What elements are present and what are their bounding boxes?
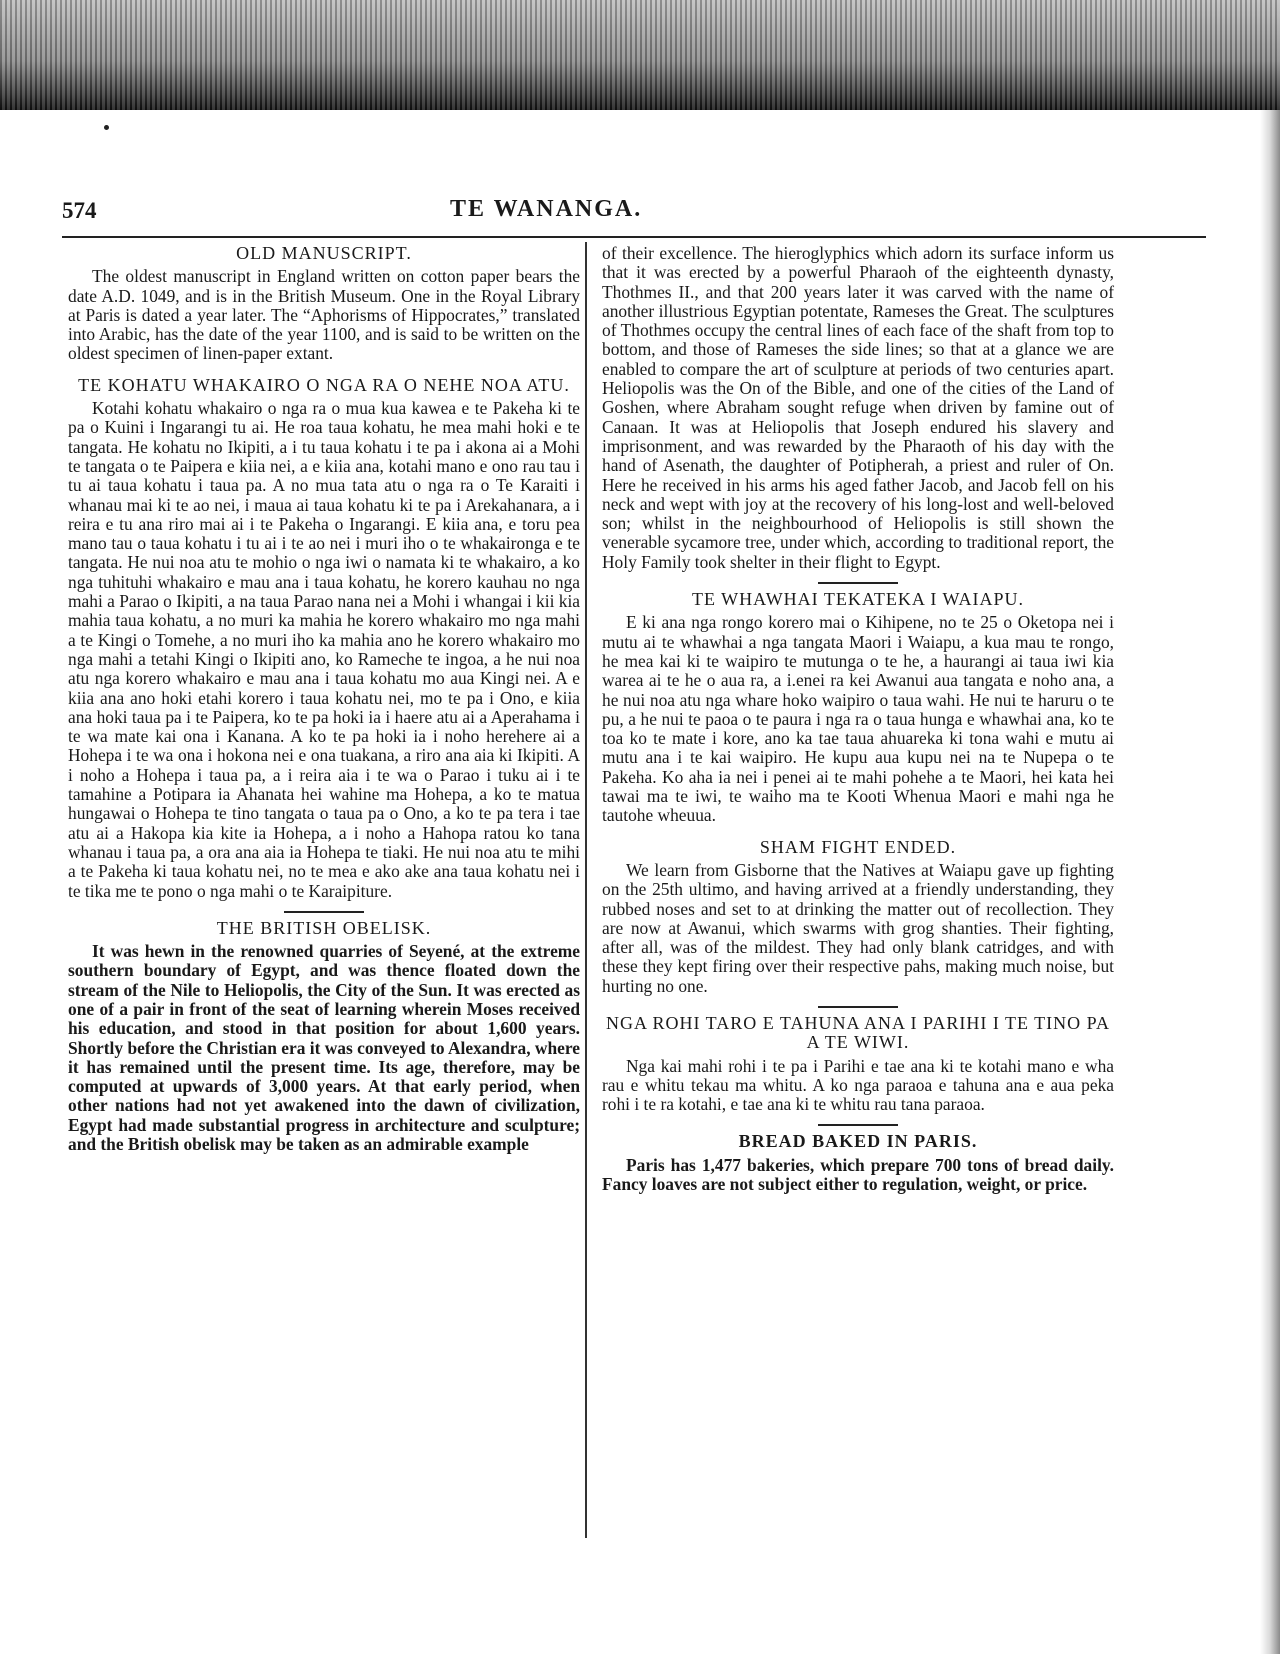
article-body: Paris has 1,477 bakeries, which prepare 700 tons of bread daily. Fancy loaves are not subject either to regulation, weight, or price. [602,1154,1114,1195]
article-british-obelisk [68,919,580,1155]
ink-speck [104,125,109,130]
article-rohi [602,1014,1114,1114]
article-whawhai [602,590,1114,826]
article-title: SHAM FIGHT ENDED. [759,836,957,857]
column-divider [585,242,587,1538]
header-rule [62,236,1206,238]
scan-edge-right [1260,110,1280,1654]
article-body: We learn from Gisborne that the Natives at Waiapu gave up fighting on the 25th ultimo, and having arrived at a friendly understanding, they rubbed noses and set to at drinking the matter out of recollection. They are now at Awanui, which swarms with grog shanties. Their fighting, after all, was of the mildest. They had only blank catridges, and with these they kept firing over their respective pahs, making much noise, but hurting no one. [602,859,1114,996]
scan-edge-top [0,0,1280,110]
article-body: E ki ana nga rongo korero mai o Kihipene, no te 25 o Oketopa nei i mutu ai te whawhai a nga tangata Maori i Waiapu, a kua mau te rongo, he mea kai ki te waipiro te mutunga o te he, a haurangi ai taua iwi kia warea ai te he o aua ra, a i.enei ra kei Awanui aua tangata e noho ana, a he nui noa atu nga whare hoko waipiro o taua wahi. He nui te haruru o te pu, a he nui te paoa o te paura i nga ra o taua hunga e whawhai ana, ko te toa ko te mate i kore, ano ka tae taua ahuareka ki tona wahi e mutu ai mutu ana i te kai waipiro. He kupu aua kupu nei na te Nupepa o te Pakeha. Ko aha ia nei i penei ai te mahi pohehe a te Maori, hei kata hei tawai ma te iwi, te waiho ma te Kooti Whenua Maori e mahi nga he tautohe wheuua. [602,612,1114,826]
page-number: 574 [62,198,97,223]
article-continuation: of their excellence. The hieroglyphics which adorn its surface inform us that it was erected by a powerful Pharaoh of the eighteenth dynasty, Thothmes II., and that 200 years later it was carved with the name of another illustrious Egyptian potentate, Rameses the Great. The sculptures of Thothmes occupy the central lines of each face of the shaft from top to bottom, and those of Rameses the side lines; so that at a glance we are enabled to compare the art of sculpture at periods of two centuries apart. Heliopolis was the On of the Bible, and one of the cities of the Land of Goshen, where Abraham sought refuge when driven by famine out of Canaan. It was at Heliopolis that Joseph endured his slavery and imprisonment, and was rewarded by the Pharaoth of his day with the hand of Asenath, the daughter of Potipherah, a priest and ruler of On. Here he received in his arms his aged father Jacob, and Jacob fell on his neck and wept with joy at the recovery of his long-lost and well-beloved son; whilst in the neighbourhood of Heliopolis is still shown the venerable sycamore tree, under which, according to traditional report, the Holy Family took shelter in their flight to Egypt. [602,243,1114,572]
article-body: It was hewn in the renowned quarries of Seyené, at the extreme southern boundary of Egypt, and was thence floated down the stream of the Nile to Heliopolis, the City of the Sun. It was erected as one of a pair in front of the seat of learning wherein Moses received his education, and stood in that position for about 1,600 years. Shortly before the Christian era it was conveyed to Alexandra, where it has remained until the present time. Its age, therefore, may be computed at upwards of 3,000 years. At that early period, when other nations had not yet awakened into the dawn of civilization, Egypt had made substantial progress in architecture and sculpture; and the British obelisk may be taken as an admirable example [68,941,580,1155]
article-title: TE WHAWHAI TEKATEKA I WAIAPU. [691,589,1025,610]
article-title: BREAD BAKED IN PARIS. [738,1131,978,1152]
section-rule [818,1124,898,1126]
section-rule [818,582,898,584]
article-title: NGA ROHI TARO E TAHUNA ANA I PARIHI I TE TINO PA A TE WIWI. [606,1012,1110,1053]
section-rule [284,911,364,913]
section-rule [818,1006,898,1008]
left-column [68,244,580,1154]
running-title: TE WANANGA. [450,196,643,222]
article-title: TE KOHATU WHAKAIRO O NGA RA O NEHE NOA ATU. [78,374,570,395]
right-column [602,244,1114,1194]
article-title: THE BRITISH OBELISK. [216,917,432,938]
article-sham-fight [602,838,1114,996]
article-kohatu [68,376,580,901]
article-bread-baked [602,1132,1114,1194]
article-body: Nga kai mahi rohi i te pa i Parihi e tae ana ki te kotahi mano e wha rau e whitu tekau ma whitu. A ko nga paraoa e tahuna ana e aua peka rohi i te ra kotahi, e tae ana ki te whitu rau tana paraoa. [602,1055,1114,1115]
article-body: The oldest manuscript in England written on cotton paper bears the date A.D. 1049, and is in the British Museum. One in the Royal Library at Paris is dated a year later. The “Aphorisms of Hippocrates,” translated into Arabic, has the date of the year 1100, and is said to be written on the oldest specimen of linen-paper extant. [68,266,580,364]
article-title: OLD MANUSCRIPT. [236,243,412,263]
article-old-manuscript [68,244,580,364]
article-body: Kotahi kohatu whakairo o nga ra o mua kua kawea e te Pakeha ki te pa o Kuini i Ingarangi tu ai. He roa taua kohatu, he mea mahi hoki e te tangata. He kohatu no Ikipiti, a i tu taua kohatu i te pa i akona ai a Mohi te tangata o te Paipera e kiia nei, a e kiia ana, kotahi mano e ono rau tau i tu ai taua kohatu i taua pa. A no mua tata atu o nga ra o Te Karaiti i whanau mai ki te ao nei, i maua ai taua kohatu ki te pa i Arekahanara, a i reira e tu ana riro mai ai i te Pakeha o Ingarangi. E kiia ana, e toru pea mano tau o taua kohatu i tu ai i te ao nei i muri iho o te whakaironga e te tangata. He nui noa atu te mohio o nga iwi o namata ki te whakairo, a ko nga tuhituhi whakairo e mau ana i taua kohatu, he korero kauhau no nga mahi a Parao o Ikipiti, a na taua Parao nana nei a Mohi i whangai i kii kia mahia taua kohatu, a no muri ka mahia he korero whakairo mo nga mahi a te Kingi o Tomehe, a no muri iho ka mahia ano he korero whakairo mo nga mahi a tetahi Kingi o Ikipiti ano, ko Rameche te ingoa, a he nui noa atu nga korero whakairo e mau ana i taua kohatu mo aua Kingi nei. A e kiia ana ano hoki etahi korero i taua kohatu nei, mo te pa i Ono, e kiia ana hoki taua pa i te Paipera, ko te pa hoki ia i haere atu ai a Aperahama i te wa mate kai ona i Kanana. A ko te pa hoki ia i noho herehere ai a Hohepa i te wa ona i hokona nei e ona tuakana, a riro ana aia ki Ikipiti. A i noho a Hohepa i taua pa, a i reira aia i te wa o Parao i tuku ai i te tamahine a Potipara ia Ahanata hei wahine ma Hohepa, a ko te matua hungawai o Hohepa te tino tangata o taua pa o Ono, a ko te pa tera i tae atu ai a Hakopa kia kite ia Hohepa, a i noho a Hahopa ratou ko tana whanau i taua pa, a ora ana aia ia Hohepa te tiaki. He nui noa atu te mihi a te Pakeha ki taua kohatu nei, no te mea e ako ake ana taua kohatu nei i te tika me te pono o nga mahi o te Karaipiture. [68,398,580,901]
